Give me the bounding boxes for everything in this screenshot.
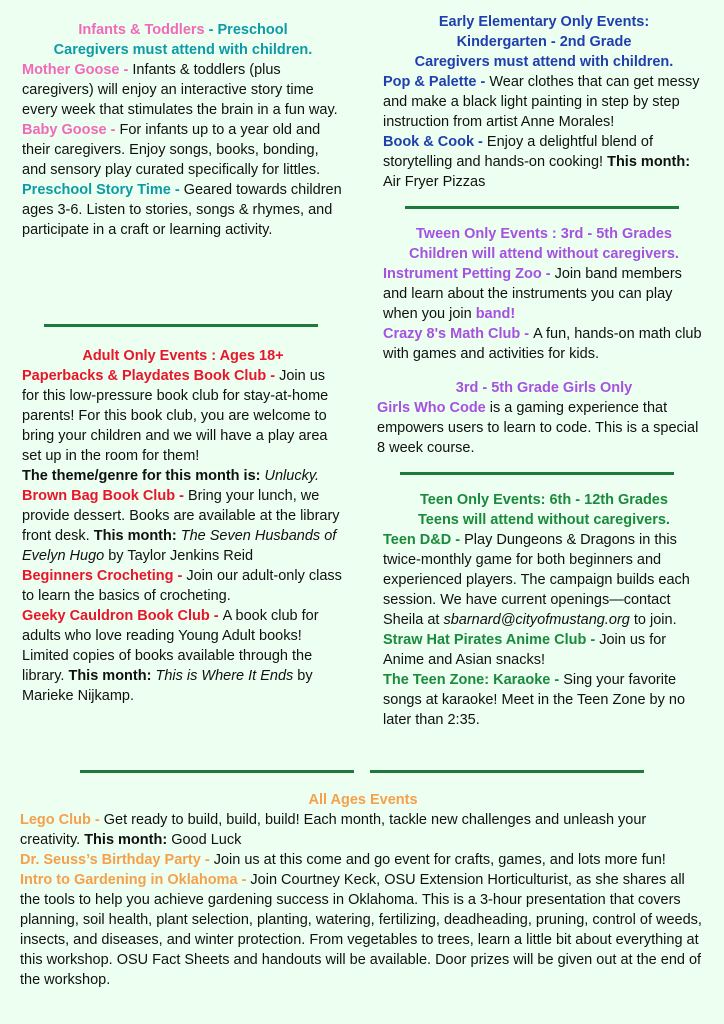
event-brown-bag xyxy=(22,486,344,566)
tween-subtitle: Children will attend without caregivers. xyxy=(409,246,679,262)
event-instrument-zoo xyxy=(383,264,705,324)
event-description: Play Dungeons & Dragons in this twice-monthly game for both beginners and experienced players. The campaign builds each session. We have current openings—contact Sheila at xyxy=(383,532,690,628)
event-math-club xyxy=(383,324,705,364)
infants-title xyxy=(22,20,344,40)
divider xyxy=(370,770,644,773)
infants-title-sep: - xyxy=(204,22,218,38)
event-title: Dr. Seuss’s Birthday Party - xyxy=(20,852,214,868)
event-title: Instrument Petting Zoo - xyxy=(383,266,555,282)
month-label: This month: xyxy=(84,832,168,848)
event-title: Mother Goose - xyxy=(22,62,133,78)
event-seuss-party xyxy=(20,850,706,870)
book-author: by Taylor Jenkins Reid xyxy=(104,548,254,564)
event-anime-club xyxy=(383,630,705,670)
divider xyxy=(405,206,679,209)
event-description: Join our adult-only class to learn the basics of crocheting. xyxy=(22,568,342,604)
all-ages-section xyxy=(20,790,706,990)
teen-section xyxy=(383,490,705,730)
event-crocheting xyxy=(22,566,344,606)
event-description-end: to join. xyxy=(629,612,677,628)
divider xyxy=(400,472,674,475)
event-title: Girls Who Code xyxy=(377,400,486,416)
early-subtitle: Caregivers must attend with children. xyxy=(414,54,674,70)
event-description: Enjoy a delightful blend of storytelling and hands-on cooking! xyxy=(383,134,653,170)
event-title: Preschool Story Time - xyxy=(22,182,184,198)
theme-label: The theme/genre for this month is: xyxy=(22,468,265,484)
event-description: A fun, hands-on math club with games and activities for kids. xyxy=(383,326,702,362)
all-ages-title: All Ages Events xyxy=(308,792,418,808)
theme-line xyxy=(22,466,344,486)
event-description: Join us at this come and go event for crafts, games, and lots more fun! xyxy=(213,852,666,868)
early-elementary-section xyxy=(383,12,705,192)
tween-title: Tween Only Events : 3rd - 5th Grades xyxy=(416,226,672,242)
event-pop-palette xyxy=(383,72,705,132)
event-gardening xyxy=(20,870,706,990)
event-title: Pop & Palette - xyxy=(383,74,490,90)
event-title: Geeky Cauldron Book Club - xyxy=(22,608,223,624)
event-description: is a gaming experience that empowers users to learn to code. This is a special 8 week course. xyxy=(377,400,699,456)
infants-section xyxy=(22,20,344,240)
event-baby-goose xyxy=(22,120,344,180)
event-mother-goose xyxy=(22,60,344,120)
girls-title: 3rd - 5th Grade Girls Only xyxy=(455,380,633,396)
event-description: Wear clothes that can get messy and make a black light painting in step by step instruction from artist Anne Morales! xyxy=(383,74,700,130)
event-title: Crazy 8's Math Club - xyxy=(383,326,534,342)
event-geeky-cauldron xyxy=(22,606,344,706)
event-book-cook xyxy=(383,132,705,192)
event-title: The Teen Zone: Karaoke - xyxy=(383,672,564,688)
month-value: Good Luck xyxy=(167,832,242,848)
event-teen-dnd xyxy=(383,530,705,630)
event-title: Teen D&D - xyxy=(383,532,465,548)
event-title: Brown Bag Book Club - xyxy=(22,488,188,504)
early-title-2: Kindergarten - 2nd Grade xyxy=(456,34,632,50)
event-title: Lego Club - xyxy=(20,812,104,828)
event-title: Intro to Gardening in Oklahoma - xyxy=(20,872,251,888)
event-description: Infants & toddlers (plus caregivers) will enjoy an interactive story time every week that stimulates the brain in a fun way. xyxy=(22,62,338,118)
event-description: Bring your lunch, we provide dessert. Books are available at the library front desk. xyxy=(22,488,340,544)
divider xyxy=(44,324,318,327)
event-title: Baby Goose - xyxy=(22,122,120,138)
teen-subtitle: Teens will attend without caregivers. xyxy=(418,512,670,528)
event-description: Sing your favorite songs at karaoke! Meet in the Teen Zone by no later than 2:35. xyxy=(383,672,686,728)
infants-title-a: Infants & Toddlers xyxy=(78,22,205,38)
event-paperbacks-playdates xyxy=(22,366,344,466)
divider xyxy=(80,770,354,773)
band-link[interactable]: band! xyxy=(475,306,516,322)
event-title: Straw Hat Pirates Anime Club - xyxy=(383,632,600,648)
girls-section xyxy=(377,378,705,458)
event-title: Paperbacks & Playdates Book Club - xyxy=(22,368,280,384)
event-description: Get ready to build, build, build! Each month, tackle new challenges and unleash your creativity. xyxy=(20,812,647,848)
event-description: For infants up to a year old and their caregivers. Enjoy songs, books, bonding, and sensory play curated specifically for littles. xyxy=(22,122,321,178)
theme-value: Unlucky. xyxy=(264,468,320,484)
event-lego-club xyxy=(20,810,706,850)
email-link[interactable]: sbarnard@cityofmustang.org xyxy=(443,612,630,628)
infants-title-b: Preschool xyxy=(217,22,288,38)
month-label: This month: xyxy=(93,528,181,544)
early-title-1: Early Elementary Only Events: xyxy=(438,14,650,30)
book-title: The Seven Husbands of Evelyn Hugo xyxy=(22,528,337,564)
tween-section xyxy=(383,224,705,364)
event-description: Join Courtney Keck, OSU Extension Horticulturist, as she shares all the tools to help you achieve gardening success in Oklahoma. This is a 3-hour presentation that covers planning, soil health, plant selection, planting, watering, fertilizing, deadheading, pruning, control of weeds, insects, and diseases, and winter protection. From vegetables to trees, learn a little bit about everything at this workshop. OSU Fact Sheets and handouts will be available. Door prizes will be given out at the end of the workshop. xyxy=(20,872,702,988)
month-value: Air Fryer Pizzas xyxy=(383,174,486,190)
event-title: Book & Cook - xyxy=(383,134,487,150)
month-label: This month: xyxy=(68,668,156,684)
event-description: Join us for this low-pressure book club for stay-at-home parents! For this book club, you are welcome to bring your children and we will have a play area set up in the room for them! xyxy=(22,368,329,464)
event-preschool-story-time xyxy=(22,180,344,240)
teen-title: Teen Only Events: 6th - 12th Grades xyxy=(420,492,668,508)
event-description: Geared towards children ages 3-6. Listen to stories, songs & rhymes, and participate in a craft or learning activity. xyxy=(22,182,342,238)
infants-subtitle: Caregivers must attend with children. xyxy=(53,42,313,58)
event-title: Beginners Crocheting - xyxy=(22,568,187,584)
adult-title: Adult Only Events : Ages 18+ xyxy=(82,348,284,364)
adult-section xyxy=(22,346,344,706)
book-author: by Marieke Nijkamp. xyxy=(22,668,313,704)
event-description: A book club for adults who love reading Young Adult books! Limited copies of books available through the library. xyxy=(22,608,319,684)
event-girls-who-code xyxy=(377,398,705,458)
event-description: Join us for Anime and Asian snacks! xyxy=(383,632,667,668)
month-label: This month: xyxy=(607,154,691,170)
event-karaoke xyxy=(383,670,705,730)
book-title: This is Where It Ends xyxy=(155,668,294,684)
event-description: Join band members and learn about the instruments you can play when you join xyxy=(383,266,682,322)
